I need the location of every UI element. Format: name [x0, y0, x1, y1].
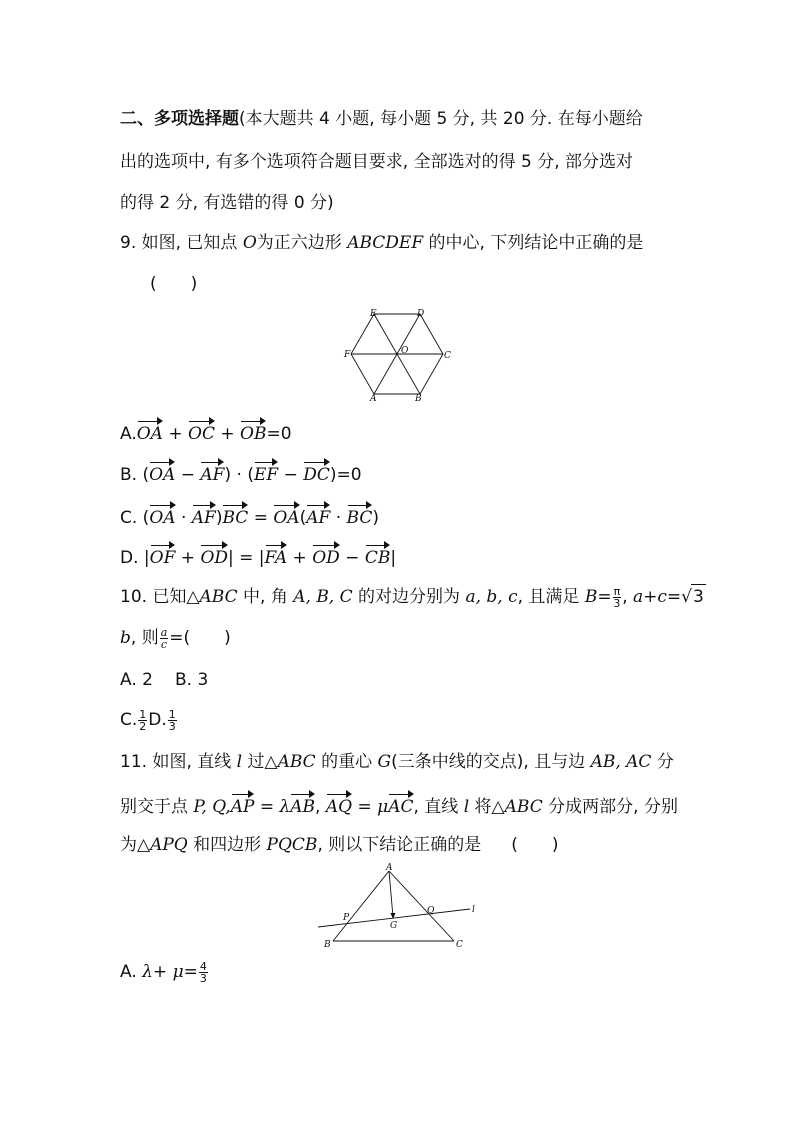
label-C: C [456, 940, 463, 950]
label-F: F [344, 350, 351, 360]
section-header-line1 [120, 107, 643, 131]
side-AC [389, 871, 454, 941]
q11-answer-paren: ( ) [511, 835, 559, 855]
label-G: G [390, 921, 398, 931]
q11-stem: 11. 如图, 直线 l 过△ABC 的重心 G(三条中线的交点), 且与边 AB, AC 分 [120, 752, 674, 772]
label-D: D [417, 309, 425, 319]
q11-option-a: A. λ+ μ= $\frac{4}{3}$ [120, 959, 207, 985]
q11-stem-2: 别交于点 P, Q,AP = λAB, AQ = μAC, 直线 l 将△ABC 分成两部分, 分别 [120, 791, 678, 819]
label-P: P [343, 913, 350, 923]
label-C: C [444, 351, 451, 361]
label-A: A [370, 394, 377, 404]
q10-options-cd: C. $\frac{1}{2}$ D. $\frac{1}{3}$ [120, 707, 176, 733]
section-desc-2: 出的选项中, 有多个选项符合题目要求, 全部选对的得 5 分, 部分选对 [120, 152, 634, 172]
label-A: A [386, 863, 393, 873]
label-E: E [370, 309, 377, 319]
q9-stem: 9. 如图, 已知点 O为正六边形 ABCDEF 的中心, 下列结论中正确的是 [120, 233, 644, 253]
q10-option-b: B. 3 [174, 670, 209, 690]
label-O: O [401, 346, 409, 356]
q10-stem-2: b, 则 $\frac{a}{c}$ =( ) [120, 625, 231, 651]
q9-option-a: A.OA + OC + OB=0 [120, 418, 292, 446]
label-l: l [472, 905, 475, 915]
q11-stem-3: 为△APQ 和四边形 PQCB, 则以下结论正确的是 ( ) [120, 835, 559, 855]
section-desc-3: 的得 2 分, 有选错的得 0 分) [120, 193, 334, 213]
q10-option-a: A. 2 [120, 670, 153, 690]
label-B: B [324, 940, 331, 950]
section-desc-1: (本大题共 4 小题, 每小题 5 分, 共 20 分. 在每小题给 [239, 109, 643, 129]
triangle-figure [310, 862, 490, 954]
q9-option-b: B. (OA − AF) · (EF − DC)=0 [120, 459, 362, 487]
q9-option-c: C. (OA · AF)BC = OA(AF · BC) [120, 502, 379, 530]
label-Q: Q [427, 906, 435, 916]
q10-stem: 10. 已知△ABC 中, 角 A, B, C 的对边分别为 a, b, c, 且满足 B= $\frac{\pi}{3}$ , a+c=√3 [120, 584, 704, 610]
segment-AG [389, 871, 393, 917]
side-AB [333, 871, 389, 941]
q9-answer-paren: ( ) [150, 274, 198, 294]
q9-option-d: D. |OF + OD| = |FA + OD − CB| [120, 542, 396, 570]
label-B: B [415, 394, 422, 404]
section-title: 二、多项选择题 [120, 109, 239, 129]
q10-options-ab [120, 668, 208, 692]
hexagon-figure [340, 305, 460, 405]
